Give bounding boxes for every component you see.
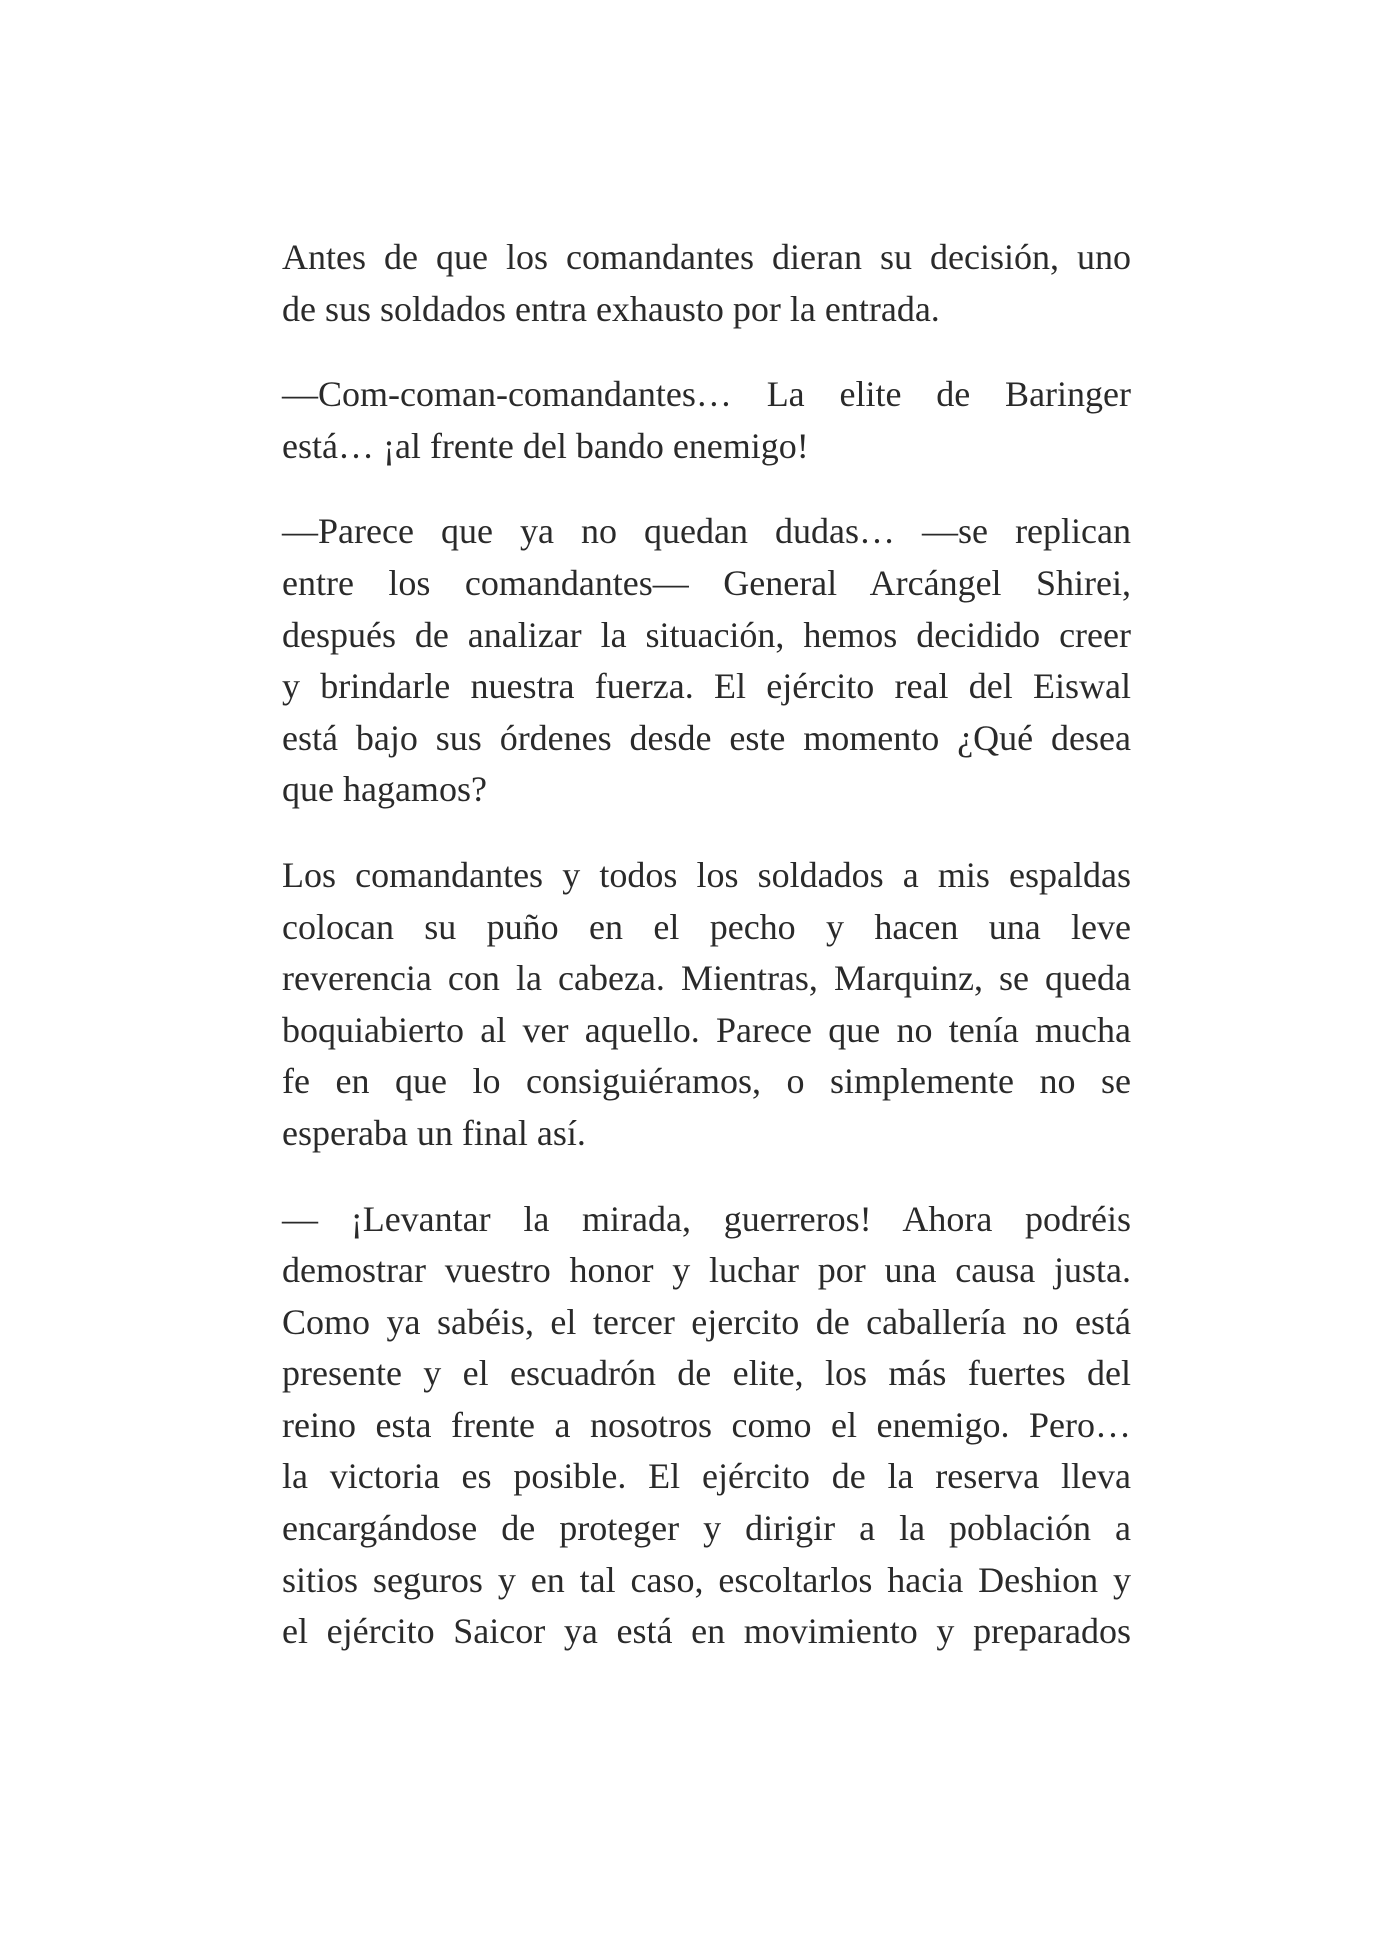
text-line: reino esta frente a nosotros como el enemigo. Pero… [282,1404,1131,1445]
paragraph-1 [282,232,1131,335]
text-line: sitios seguros y en tal caso, escoltarlos hacia Deshion y [282,1559,1131,1600]
text-line: —Com-coman-comandantes… La elite de Baringer [282,374,1131,415]
text-line: después de analizar la situación, hemos decidido creer [282,614,1131,655]
text-line: la victoria es posible. El ejército de la reserva lleva [282,1456,1131,1497]
text-line: —Parece que ya no quedan dudas… —se replican [282,511,1131,552]
text-line: está… ¡al frente del bando enemigo! [282,425,809,466]
text-line: — ¡Levantar la mirada, guerreros! Ahora podréis [282,1198,1131,1239]
text-line: fe en que lo consiguiéramos, o simplemente no se [282,1061,1131,1102]
paragraph-4 [282,850,1131,1160]
text-line: Los comandantes y todos los soldados a mis espaldas [282,854,1131,895]
body-text [282,232,1131,1658]
paragraph-5 [282,1194,1131,1658]
text-line: esperaba un final así. [282,1112,586,1153]
text-line: Antes de que los comandantes dieran su decisión, uno [282,237,1131,277]
text-line: demostrar vuestro honor y luchar por una causa justa. [282,1250,1131,1291]
text-line: presente y el escuadrón de elite, los más fuertes del [282,1353,1131,1394]
text-line: encargándose de proteger y dirigir a la población a [282,1508,1131,1549]
text-line: que hagamos? [282,769,487,810]
text-line: Como ya sabéis, el tercer ejercito de caballería no está [282,1301,1131,1342]
paragraph-3 [282,506,1131,816]
text-line: el ejército Saicor ya está en movimiento y preparados [282,1611,1131,1652]
text-line: colocan su puño en el pecho y hacen una leve [282,906,1131,947]
text-line: de sus soldados entra exhausto por la entrada. [282,288,940,329]
text-line: reverencia con la cabeza. Mientras, Marquinz, se queda [282,958,1131,999]
text-line: está bajo sus órdenes desde este momento ¿Qué desea [282,717,1131,758]
paragraph-2 [282,369,1131,472]
text-line: boquiabierto al ver aquello. Parece que no tenía mucha [282,1009,1131,1050]
text-line: entre los comandantes— General Arcángel Shirei, [282,562,1131,603]
text-line: y brindarle nuestra fuerza. El ejército real del Eiswal [282,666,1131,707]
